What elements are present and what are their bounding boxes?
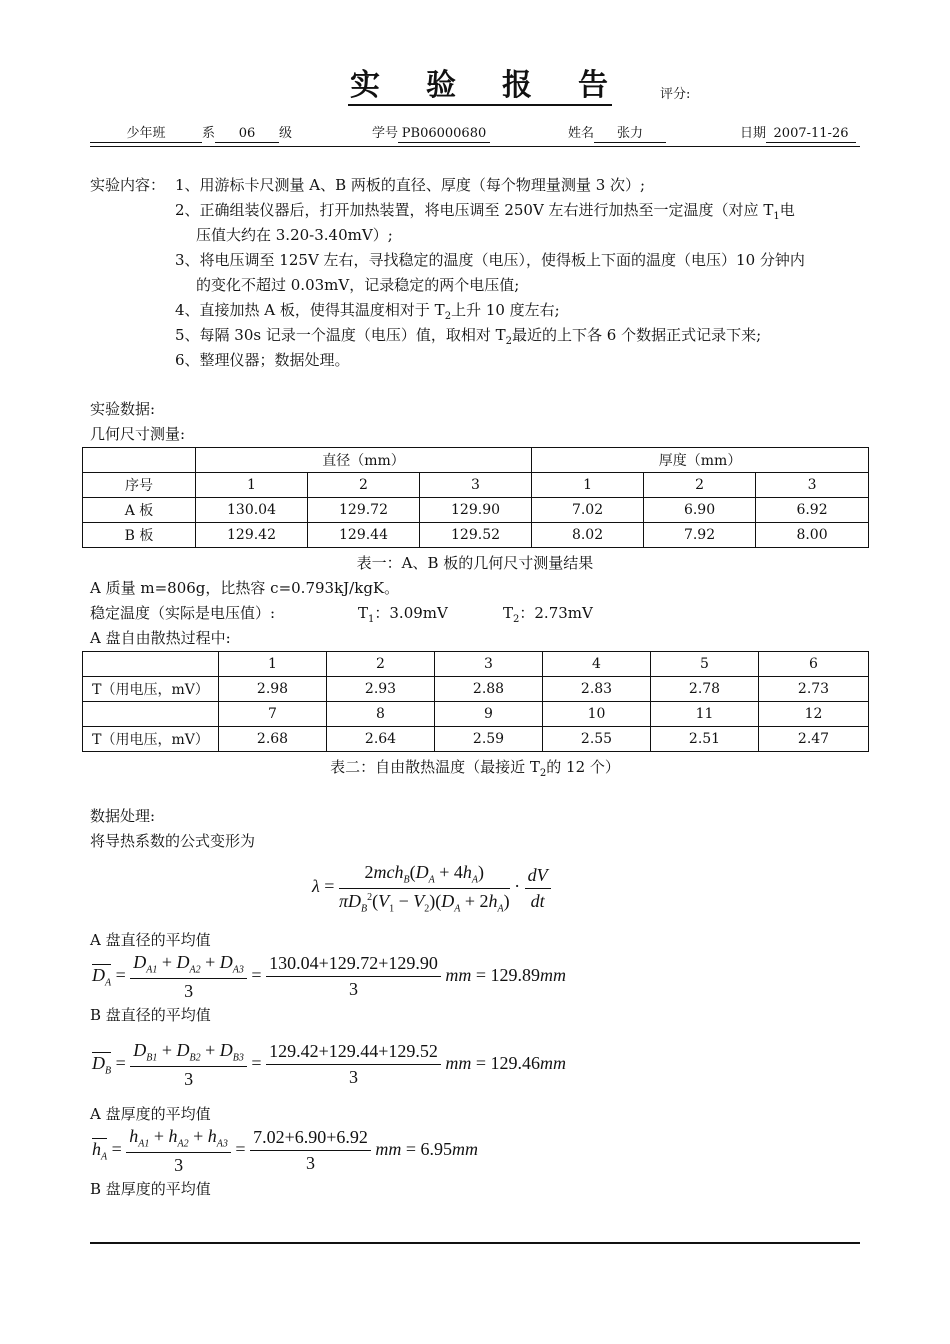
geometry-label: 几何尺寸测量: xyxy=(90,425,186,443)
step-2: 2、正确组装仪器后，打开加热装置，将电压调至 250V 左右进行加热至一定温度（对应 $T_1$电 xyxy=(175,201,795,222)
t2-value: $T_2$：2.73mV xyxy=(503,604,593,625)
student-id: PB06000680 xyxy=(398,126,490,143)
diameter-header: 直径（mm） xyxy=(196,448,532,473)
avg-db-formula: $D_B$ = $\frac{D_{B1} + D_{B2} + D_{B3}}{3}$ = $\frac{129.42+129.44+129.52}{3}$ mm = 129.46mm xyxy=(92,1040,567,1089)
avg-da-formula: $D_A$ = $\frac{D_{A1} + D_{A2} + D_{A3}}{3}$ = $\frac{130.04+129.72+129.90}{3}$ mm = 129.89mm xyxy=(92,952,567,1001)
cooling-table: 1 2 3 4 5 6 T（用电压，mV） 2.98 2.93 2.88 2.83 2.78 2.73 7 8 9 10 11 12 T（用电压，mV） 2.68 2.64 2.59 2.55 2.51 2.47 xyxy=(82,651,869,752)
table1-caption: 表一：A、B 板的几何尺寸测量结果 xyxy=(356,554,594,572)
avg-da-label: A 盘直径的平均值 xyxy=(90,931,211,949)
student-id-field: 学号 PB06000680 xyxy=(372,122,490,143)
student-name: 张力 xyxy=(594,126,666,143)
table2-caption: 表二：自由散热温度（最接近 $T_2$的 12 个） xyxy=(330,758,620,779)
steady-label: 稳定温度（实际是电压值）: xyxy=(90,604,276,622)
report-title: 实 验 报 告 xyxy=(348,68,612,106)
data-label: 实验数据: xyxy=(90,400,156,418)
mass-line: A 质量 m=806g，比热容 c=0.793kJ/kgK。 xyxy=(90,579,400,597)
processing-intro: 将导热系数的公式变形为 xyxy=(90,832,256,850)
step-2-cont: 压值大约在 3.20-3.40mV）; xyxy=(196,226,393,244)
step-4: 4、直接加热 A 板，使得其温度相对于 $T_2$上升 10 度左右; xyxy=(175,301,560,322)
class-name: 少年班 xyxy=(90,126,202,143)
table-corner xyxy=(83,448,196,473)
avg-ha-formula: $h_A$ = $\frac{h_{A1} + h_{A2} + h_{A3}}{3}$ = $\frac{7.02+6.90+6.92}{3}$ mm = 6.95mm xyxy=(92,1126,479,1175)
geometry-table: 直径（mm） 厚度（mm） 序号 1 2 3 1 2 3 A 板 130.04 129.72 129.90 7.02 6.90 6.92 B 板 129.42 129.44 129.52 8.02 7.92 8.00 xyxy=(82,447,869,548)
step-6: 6、整理仪器；数据处理。 xyxy=(175,351,350,369)
date-field: 日期 2007-11-26 xyxy=(740,122,856,143)
thickness-header: 厚度（mm） xyxy=(532,448,869,473)
step-5: 5、每隔 30s 记录一个温度（电压）值，取相对 $T_2$最近的上下各 6 个数据正式记录下来; xyxy=(175,326,762,347)
step-3-cont: 的变化不超过 0.03mV，记录稳定的两个电压值; xyxy=(196,276,520,294)
table-row: B 板 129.42 129.44 129.52 8.02 7.92 8.00 xyxy=(83,523,869,548)
conductivity-formula: λ = $\frac{2mch_B(D_A + 4h_A)}{\pi D_B^2(V_1 - V_2)(D_A + 2h_A)}$ · $\frac{dV}{dt}$ xyxy=(312,862,551,914)
score-label: 评分: xyxy=(660,87,691,102)
table-row: T（用电压，mV） 2.68 2.64 2.59 2.55 2.51 2.47 xyxy=(83,727,869,752)
footer-rule xyxy=(90,1242,860,1244)
dept-value: 06 xyxy=(215,126,279,143)
class-field: 少年班 系 06 级 xyxy=(90,122,292,143)
step-3: 3、将电压调至 125V 左右，寻找稳定的温度（电压），使得板上下面的温度（电压）10 分钟内 xyxy=(175,251,805,269)
table-row: T（用电压，mV） 2.98 2.93 2.88 2.83 2.78 2.73 xyxy=(83,677,869,702)
step-1: 1、用游标卡尺测量 A、B 两板的直径、厚度（每个物理量测量 3 次）; xyxy=(175,176,646,194)
name-field: 姓名 张力 xyxy=(568,122,666,143)
processing-label: 数据处理: xyxy=(90,807,156,825)
content-label: 实验内容： xyxy=(90,176,166,194)
avg-db-label: B 盘直径的平均值 xyxy=(90,1006,211,1024)
index-label: 序号 xyxy=(83,473,196,498)
report-date: 2007-11-26 xyxy=(766,126,856,143)
table-row: A 板 130.04 129.72 129.90 7.02 6.90 6.92 xyxy=(83,498,869,523)
avg-ha-label: A 盘厚度的平均值 xyxy=(90,1105,211,1123)
cooling-label: A 盘自由散热过程中: xyxy=(90,629,231,647)
header-rule xyxy=(90,146,860,147)
t1-value: $T_1$：3.09mV xyxy=(358,604,448,625)
avg-hb-label: B 盘厚度的平均值 xyxy=(90,1180,211,1198)
